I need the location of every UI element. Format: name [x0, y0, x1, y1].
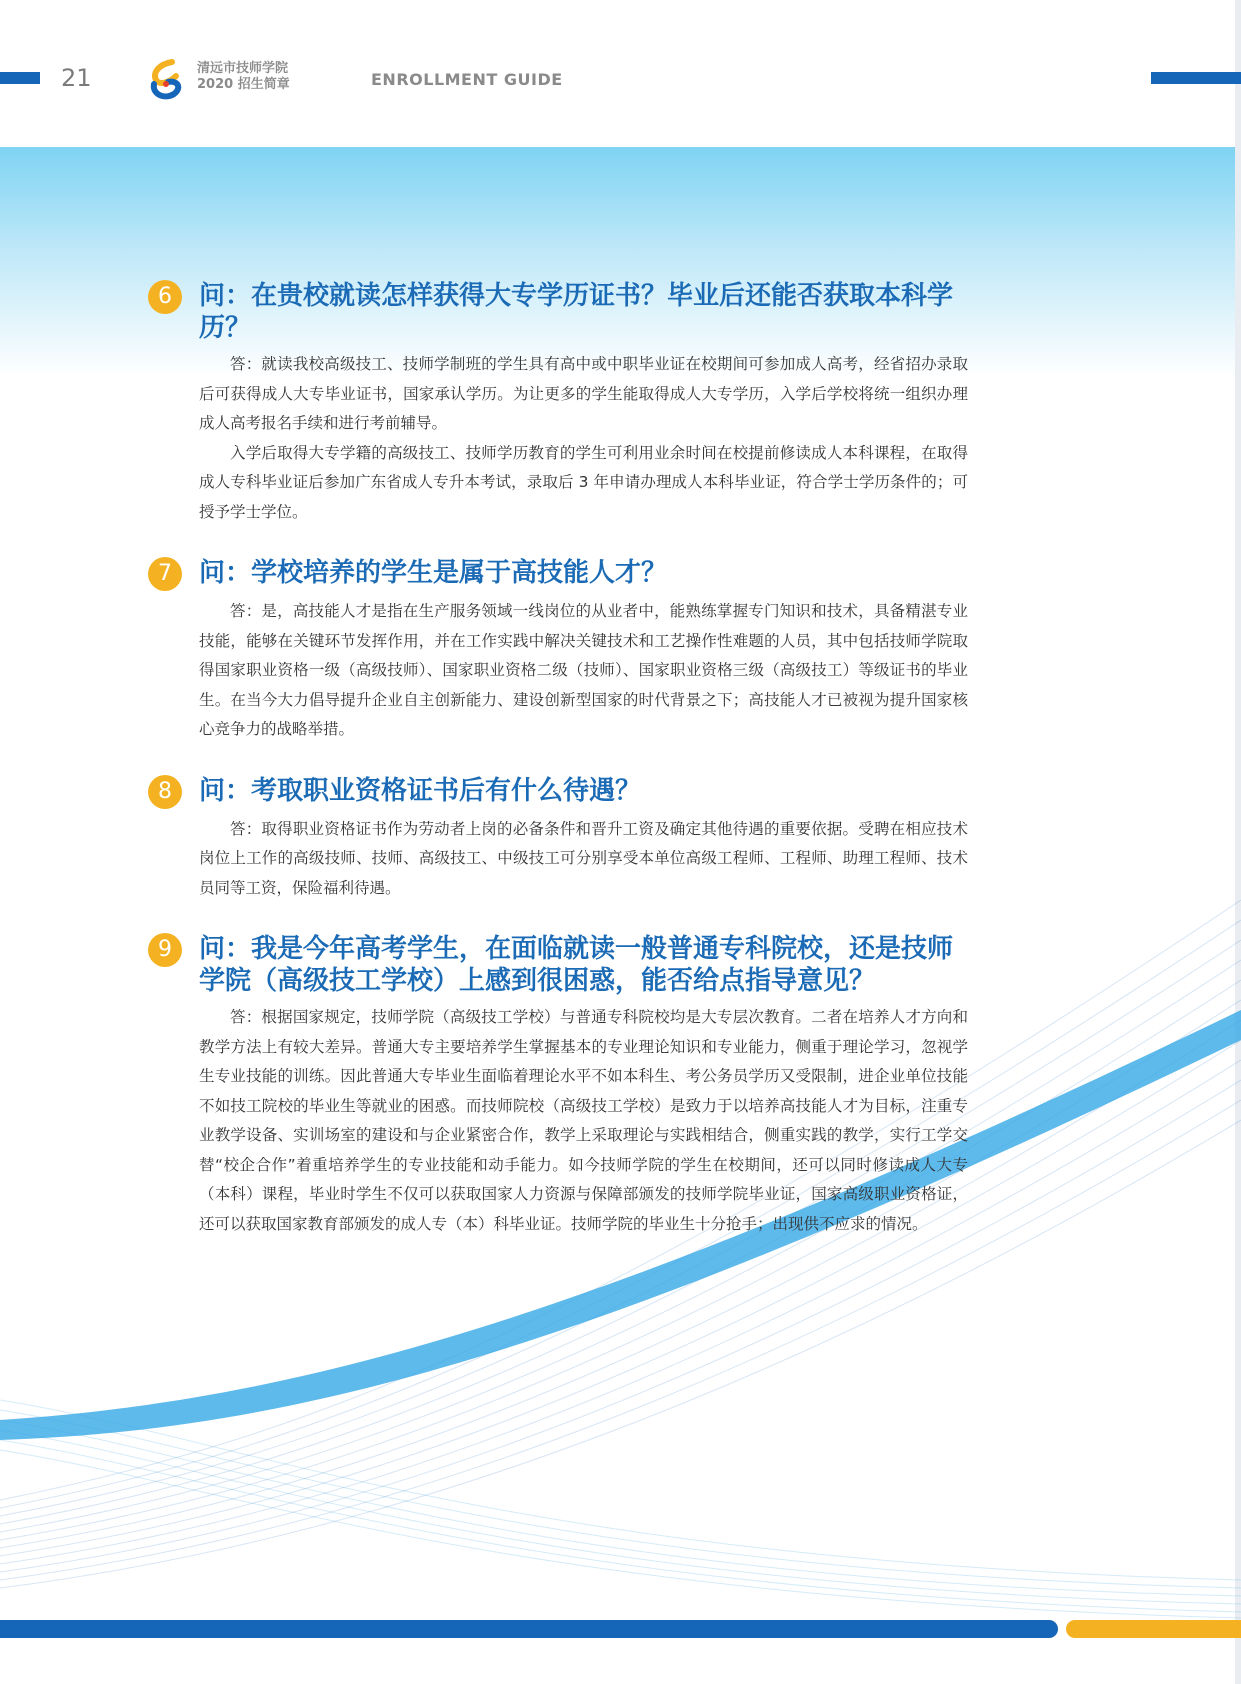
question-title: 问：考取职业资格证书后有什么待遇？: [199, 775, 642, 806]
answer-paragraph: 答：就读我校高级技工、技师学制班的学生具有高中或中职毕业证在校期间可参加成人高考，经省招办录取后可获得成人大专毕业证书，国家承认学历。为让更多的学生能取得成人大专学历，入学后学校将统一组织办理成人高考报名手续和进行考前辅导。: [199, 355, 968, 432]
question-number-badge: 9: [148, 933, 182, 967]
qa-item-9: [148, 933, 968, 1239]
question-header: [148, 280, 968, 344]
school-name: 清远市技师学院: [197, 61, 289, 76]
answer-paragraph: 入学后取得大专学籍的高级技工、技师学历教育的学生可利用业余时间在校提前修读成人本科课程，在取得成人专科毕业证后参加广东省成人专升本考试，录取后 3 年申请办理成人本科毕业证，符合学士学历条件的；可授予学士学位。: [199, 443, 968, 521]
question-number-badge: 7: [148, 557, 182, 591]
school-logo-icon: [146, 58, 186, 102]
answer-block: [199, 1003, 968, 1239]
school-name-block: [197, 61, 290, 93]
question-header: [148, 775, 968, 809]
question-header: [148, 557, 968, 591]
question-title: 问：我是今年高考学生，在面临就读一般普通专科院校，还是技师学院（高级技工学校）上感到很困惑，能否给点指导意见？: [199, 934, 954, 996]
answer-block: [199, 350, 968, 527]
brochure-subtitle: 2020 招生简章: [197, 77, 290, 92]
qa-item-6: [148, 280, 968, 527]
answer-block: [199, 597, 968, 745]
question-number-badge: 6: [148, 280, 182, 314]
qa-item-8: [148, 775, 968, 904]
footer-bar-gold: [1066, 1620, 1241, 1638]
answer-paragraph: 答：根据国家规定，技师学院（高级技工学校）与普通专科院校均是大专层次教育。二者在培养人才方向和教学方法上有较大差异。普通大专主要培养学生掌握基本的专业理论知识和专业能力，侧重于理论学习，忽视学生专业技能的训练。因此普通大专毕业生面临着理论水平不如本科生、考公务员学历又受限制，进企业单位技能不如技工院校的毕业生等就业的困惑。而技师院校（高级技工学校）是致力于以培养高技能人才为目标，注重专业教学设备、实训场室的建设和与企业紧密合作，教学上采取理论与实践相结合，侧重实践的教学，实行工学交替“校企合作”着重培养学生的专业技能和动手能力。如今技师学院的学生在校期间，还可以同时修读成人大专（本科）课程，毕业时学生不仅可以获取国家人力资源与保障部颁发的技师学院毕业证，国家高级职业资格证，还可以获取国家教育部颁发的成人专（本）科毕业证。技师学院的毕业生十分抢手；出现供不应求的情况。: [199, 1008, 968, 1233]
qa-content: [148, 280, 968, 1269]
question-header: [148, 933, 968, 997]
header-accent-left: [0, 72, 40, 84]
footer-bar-blue: [0, 1620, 1058, 1638]
qa-item-7: [148, 557, 968, 745]
header-accent-right: [1151, 72, 1241, 84]
answer-paragraph: 答：取得职业资格证书作为劳动者上岗的必备条件和晋升工资及确定其他待遇的重要依据。受聘在相应技术岗位上工作的高级技师、技师、高级技工、中级技工可分别享受本单位高级工程师、工程师、助理工程师、技术员同等工资，保险福利待遇。: [199, 819, 968, 897]
question-title: 问：学校培养的学生是属于高技能人才？: [199, 558, 668, 588]
question-title: 问：在贵校就读怎样获得大专学历证书？毕业后还能否获取本科学历？: [199, 281, 954, 343]
answer-block: [199, 815, 968, 904]
question-number-badge: 8: [148, 775, 182, 809]
answer-paragraph: 答：是，高技能人才是指在生产服务领域一线岗位的从业者中，能熟练掌握专门知识和技术，具备精湛专业技能，能够在关键环节发挥作用，并在工作实践中解决关键技术和工艺操作性难题的人员，其中包括技师学院取得国家职业资格一级（高级技师）、国家职业资格二级（技师）、国家职业资格三级（高级技工）等级证书的毕业生。在当今大力倡导提升企业自主创新能力、建设创新型国家的时代背景之下；高技能人才已被视为提升国家核心竞争力的战略举措。: [199, 602, 968, 738]
page-number: 21: [61, 64, 92, 92]
enrollment-guide-label: ENROLLMENT GUIDE: [371, 70, 563, 89]
